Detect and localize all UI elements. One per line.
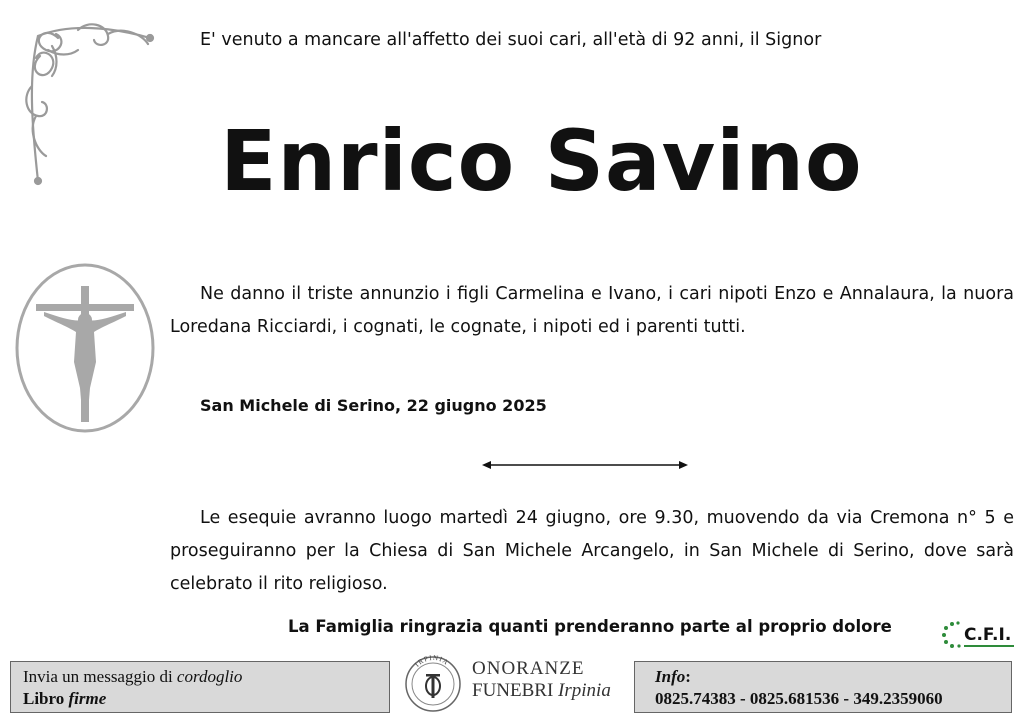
- info-phones[interactable]: 0825.74383 - 0825.681536 - 349.2359060: [655, 689, 943, 708]
- info-label-text: Info: [655, 667, 686, 686]
- condolence-text-italic: cordoglio: [176, 667, 243, 686]
- intro-text: E' venuto a mancare all'affetto dei suoi cari, all'età di 92 anni, il Signor: [200, 30, 822, 50]
- double-arrow-divider-icon: [482, 458, 688, 472]
- condolence-text: Invia un messaggio di: [23, 667, 177, 686]
- logo-arc-text: IRPINIA: [413, 653, 451, 669]
- info-box: [634, 661, 1012, 713]
- guestbook-text: Libro: [23, 689, 69, 708]
- announcement-paragraph: Ne danno il triste annunzio i figli Carmelina e Ivano, i cari nipoti Enzo e Annalaura, la nuora Loredana Ricciardi, i cognati, le cognate, i nipoti ed i parenti tutti.: [170, 284, 1014, 337]
- guestbook-link[interactable]: [23, 688, 377, 710]
- funeral-home-brand: [472, 658, 611, 702]
- cfi-logo-icon: [940, 616, 1016, 652]
- brand-line-2-text: FUNEBRI: [472, 680, 559, 701]
- info-label: Info:: [655, 667, 691, 686]
- funeral-home-logo-icon: [404, 650, 462, 716]
- brand-line-1: ONORANZE: [472, 658, 585, 679]
- brand-line-2-italic: Irpinia: [558, 680, 611, 701]
- crucifix-oval-icon: [14, 262, 156, 434]
- condolence-link[interactable]: [23, 666, 377, 688]
- condolence-box[interactable]: [10, 661, 390, 713]
- place-date: San Michele di Serino, 22 giugno 2025: [200, 396, 547, 415]
- funeral-details-paragraph: Le esequie avranno luogo martedì 24 giugno, ore 9.30, muovendo da via Cremona n° 5 e proseguiranno per la Chiesa di San Michele Arcangelo, in San Michele di Serino, dove sarà celebrato il rito religioso.: [170, 508, 1014, 594]
- deceased-name: Enrico Savino: [220, 112, 863, 210]
- cfi-label: C.F.I.: [964, 625, 1012, 645]
- guestbook-text-italic: firme: [68, 689, 107, 708]
- thanks-text: La Famiglia ringrazia quanti prenderanno parte al proprio dolore: [288, 617, 892, 636]
- brand-line-2: [472, 680, 611, 702]
